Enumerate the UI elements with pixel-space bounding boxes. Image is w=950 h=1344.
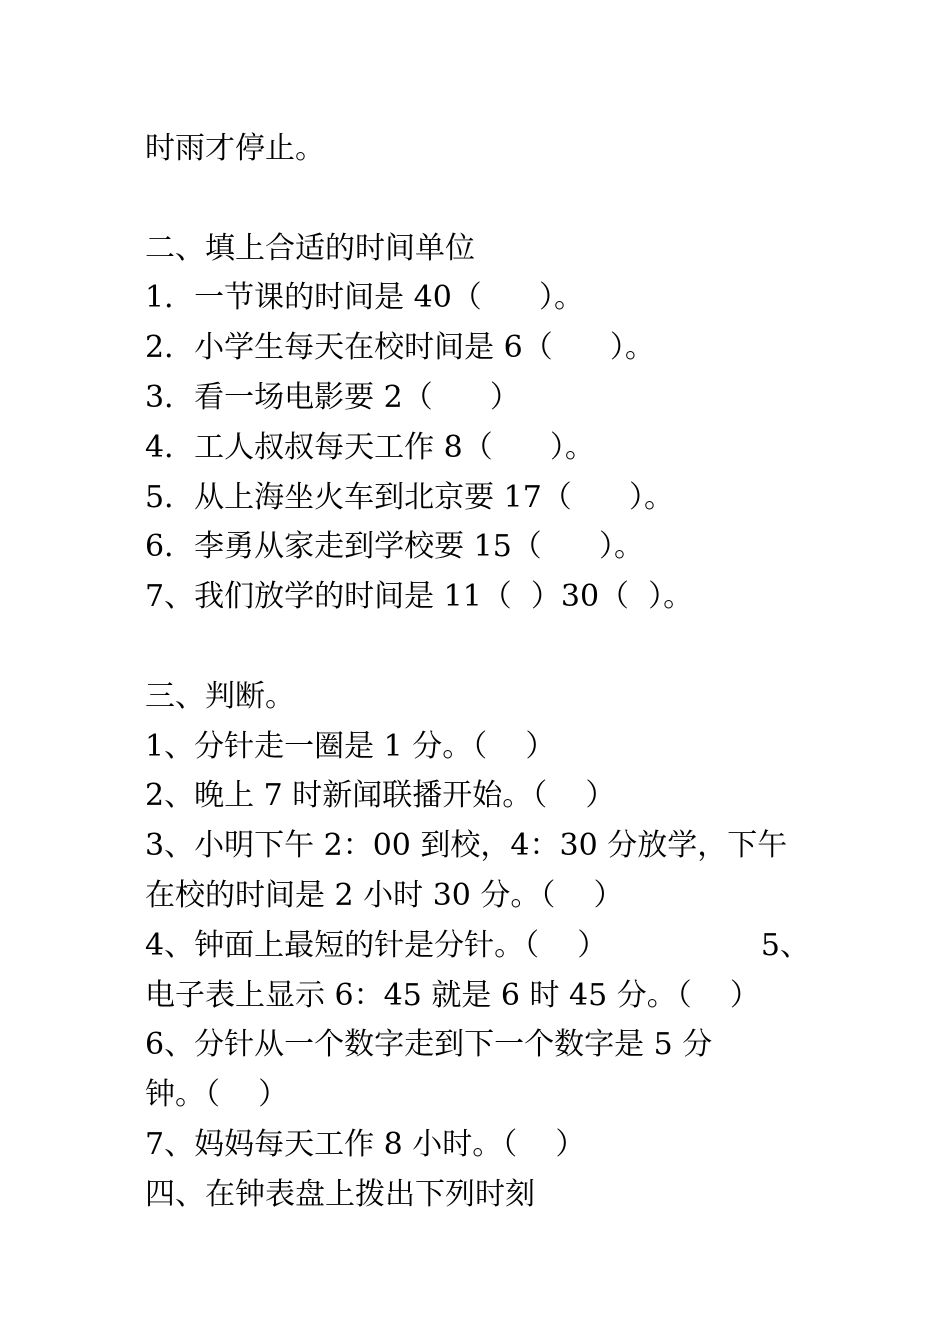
document-page — [145, 124, 810, 1220]
section3-line-8: 钟。（ ） — [145, 1077, 289, 1113]
section3-line-6: 电子表上显示 6：45 就是 6 时 45 分。（ ） — [145, 977, 760, 1013]
section2-item-5: 5．从上海坐火车到北京要 17（ ）。 — [145, 479, 675, 515]
section2-item-7: 7、我们放学的时间是 11（ ）30（ ）。 — [145, 579, 694, 615]
section3-line-2: 2、晚上 7 时新闻联播开始。（ ） — [145, 778, 616, 814]
section2-heading: 二、填上合适的时间单位 — [145, 230, 475, 266]
section2-item-2: 2．小学生每天在校时间是 6（ ）。 — [145, 330, 655, 366]
section3-line-5-right: 5、 — [760, 927, 810, 963]
section3-line-9: 7、妈妈每天工作 8 小时。（ ） — [145, 1126, 586, 1162]
section3-line-4: 在校的时间是 2 小时 30 分。（ ） — [145, 877, 624, 913]
section4-heading: 四、在钟表盘上拨出下列时刻 — [145, 1176, 535, 1212]
section3-heading: 三、判断。 — [145, 678, 295, 714]
section2-item-1: 1．一节课的时间是 40（ ）。 — [145, 280, 585, 316]
intro-tail-text: 时雨才停止。 — [145, 131, 325, 166]
section2-item-4: 4．工人叔叔每天工作 8（ ）。 — [145, 429, 595, 465]
section3-line-1: 1、分针走一圈是 1 分。（ ） — [145, 728, 556, 764]
spacer — [145, 622, 810, 672]
section3-line-5 — [145, 921, 810, 971]
section3-line-3: 3、小明下午 2：00 到校，4：30 分放学，下午 — [145, 828, 788, 864]
section3-line-5-left: 4、钟面上最短的针是分针。（ ） — [145, 927, 608, 963]
section3-line-7: 6、分针从一个数字走到下一个数字是 5 分 — [145, 1027, 713, 1063]
section2-item-6: 6．李勇从家走到学校要 15（ ）。 — [145, 529, 645, 565]
section2-item-3: 3．看一场电影要 2（ ） — [145, 379, 520, 415]
spacer — [145, 174, 810, 224]
